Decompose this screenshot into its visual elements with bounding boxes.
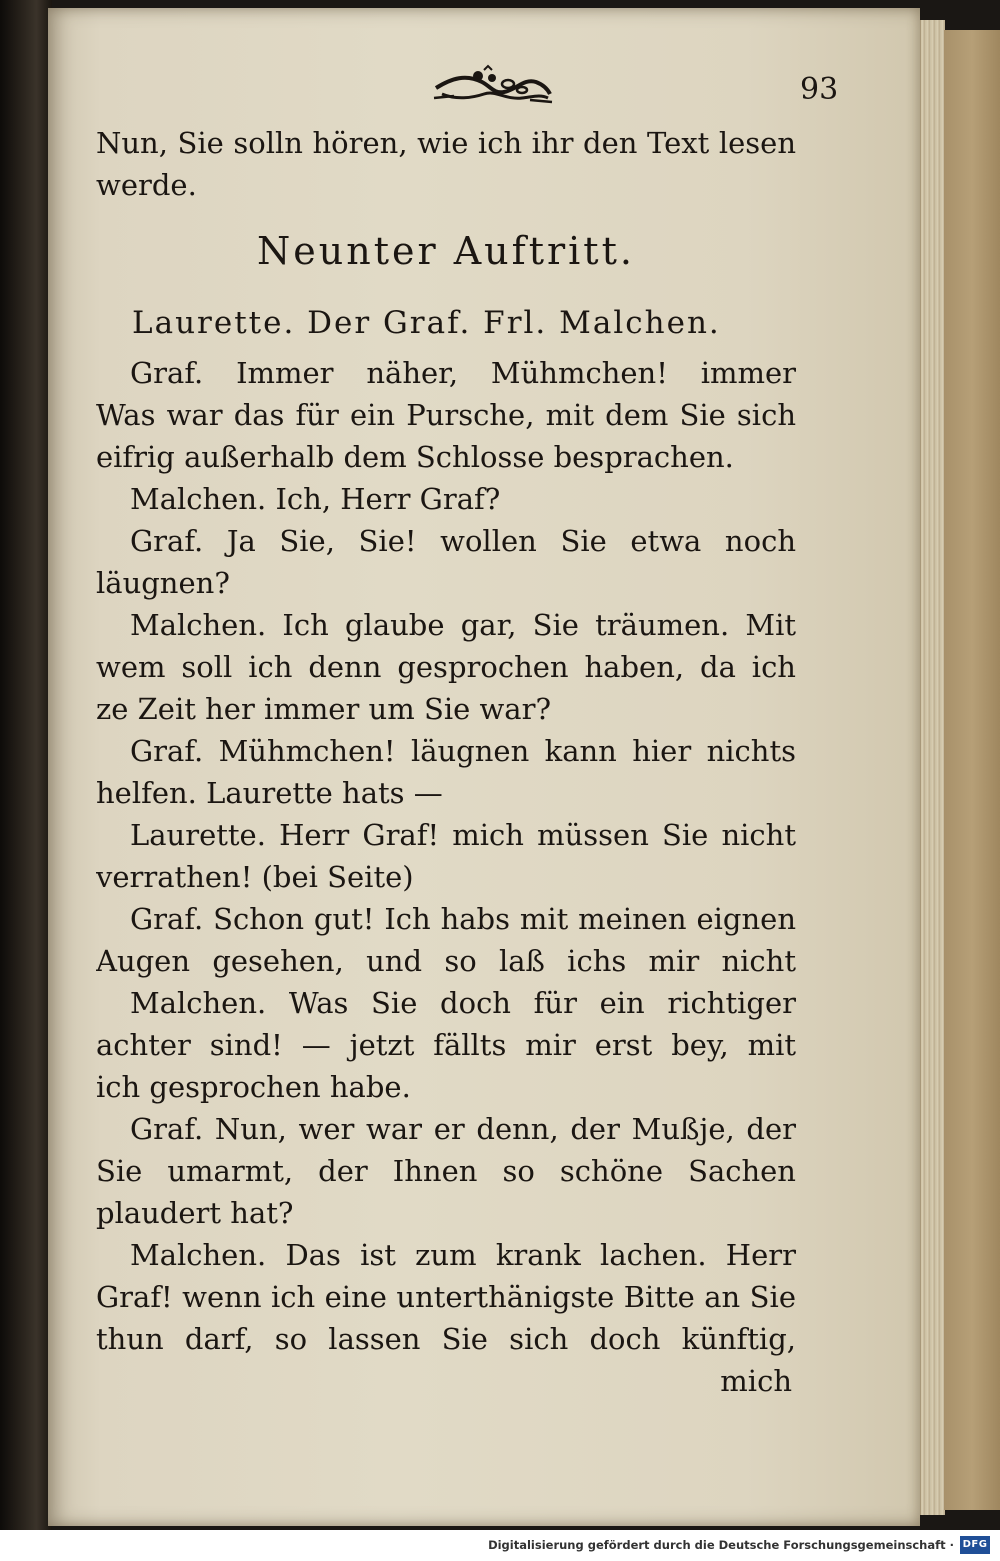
cast-list: Laurette. Der Graf. Frl. Malchen. xyxy=(132,305,721,341)
text-line: Malchen. Ich glaube gar, Sie träumen. Mit xyxy=(130,608,796,642)
book-cover-board xyxy=(944,30,1000,1510)
text-line: Was war das für ein Pursche, mit dem Sie sich xyxy=(96,398,796,432)
text-line: plaudert hat? xyxy=(96,1196,294,1230)
text-line: Malchen. Das ist zum krank lachen. Herr xyxy=(130,1238,796,1272)
text-line: Graf. Nun, wer war er denn, der Mußje, der xyxy=(130,1112,796,1146)
text-line: Malchen. Was Sie doch für ein richtiger xyxy=(130,986,796,1020)
text-line: wem soll ich denn gesprochen haben, da ich xyxy=(96,650,796,684)
catchword: mich xyxy=(720,1364,792,1398)
scene-heading: Neunter Auftritt. xyxy=(257,229,635,273)
page-edges xyxy=(920,20,945,1515)
text-line: Sie umarmt, der Ihnen so schöne Sachen xyxy=(96,1154,796,1188)
text-line: ich gesprochen habe. xyxy=(96,1070,411,1104)
text-line: eifrig außerhalb dem Schlosse besprachen. xyxy=(96,440,734,474)
text-line: Graf! wenn ich eine unterthänigste Bitte an Sie xyxy=(96,1280,796,1314)
text-line: Graf. Immer näher, Mühmchen! immer xyxy=(130,356,796,390)
text-line: Graf. Mühmchen! läugnen kann hier nichts xyxy=(130,734,796,768)
text-line: Graf. Schon gut! Ich habs mit meinen eignen xyxy=(130,902,796,936)
text-line: läugnen? xyxy=(96,566,230,600)
text-line: verrathen! (bei Seite) xyxy=(96,860,414,894)
text-line: Augen gesehen, und so laß ichs mir nicht xyxy=(96,944,796,978)
text-line: achter sind! — jetzt fällts mir erst bey, mit xyxy=(96,1028,796,1062)
text-line: Malchen. Ich, Herr Graf? xyxy=(130,482,501,516)
text-line: ze Zeit her immer um Sie war? xyxy=(96,692,551,726)
continuation-lines xyxy=(96,122,796,206)
footer-bar xyxy=(0,1530,1000,1561)
page-text xyxy=(96,122,796,1402)
text-line: helfen. Laurette hats — xyxy=(96,776,443,810)
scan-left-edge xyxy=(0,0,52,1530)
text-line: Nun, Sie solln hören, wie ich ihr den Text lesen xyxy=(96,126,796,160)
text-line: werde. xyxy=(96,168,197,202)
dialogue-body xyxy=(96,352,796,1360)
text-line: thun darf, so lassen Sie sich doch künftig, xyxy=(96,1322,796,1356)
page-number: 93 xyxy=(800,72,839,107)
footer-credit: Digitalisierung gefördert durch die Deutsche Forschungsgemeinschaft · xyxy=(488,1538,954,1552)
text-line: Laurette. Herr Graf! mich müssen Sie nicht xyxy=(130,818,796,852)
dfg-logo[interactable]: DFG xyxy=(960,1536,990,1554)
ornament-icon xyxy=(432,64,554,108)
text-line: Graf. Ja Sie, Sie! wollen Sie etwa noch xyxy=(130,524,796,558)
